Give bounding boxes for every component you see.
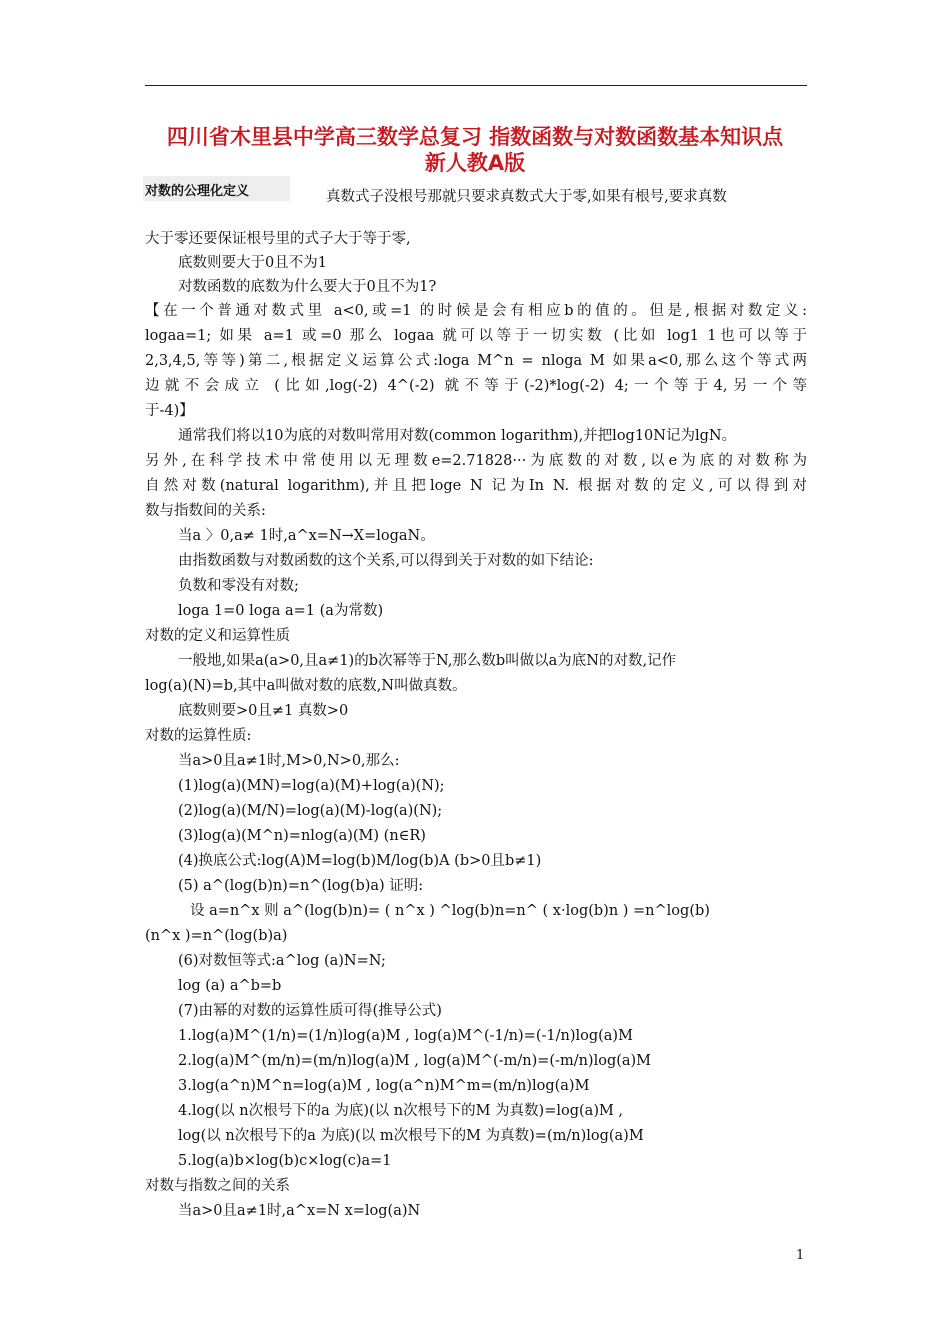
text-line: 负数和零没有对数; bbox=[178, 578, 299, 594]
text-line: (1)log(a)(MN)=log(a)(M)+log(a)(N); bbox=[178, 778, 445, 794]
text-line: log(以 n次根号下的a 为底)(以 m次根号下的M 为真数)=(m/n)log(a)M bbox=[178, 1128, 644, 1144]
text-line: 设 a=n^x 则 a^(log(b)n)= ( n^x ) ^log(b)n=n^ ( x·log(b)n ) =n^log(b) bbox=[190, 903, 710, 919]
text-line: (5) a^(log(b)n)=n^(log(b)a) 证明: bbox=[178, 878, 424, 894]
text-line: 大于零还要保证根号里的式子大于等于零, bbox=[145, 231, 411, 247]
text-line: 2.log(a)M^(m/n)=(m/n)log(a)M , log(a)M^(-m/n)=(-m/n)log(a)M bbox=[178, 1053, 652, 1069]
text-line: 数与指数间的关系: bbox=[145, 503, 266, 519]
text-line: 当a 〉0,a≠ 1时,a^x=N→X=logaN。 bbox=[178, 528, 435, 544]
text-line: 底数则要大于0且不为1 bbox=[178, 255, 327, 271]
text-line: 边就不会成立 (比如,log(-2) 4^(-2) 就不等于(-2)*log(-2) 4;一个等于4,另一个等 bbox=[145, 378, 807, 394]
page-number: 1 bbox=[796, 1248, 805, 1263]
text-line: 5.log(a)b×log(b)c×log(c)a=1 bbox=[178, 1153, 392, 1169]
text-line: log (a) a^b=b bbox=[178, 978, 282, 994]
text-line: 一般地,如果a(a>0,且a≠1)的b次幂等于N,那么数b叫做以a为底N的对数,记作 bbox=[178, 653, 677, 669]
text-line: 于-4)】 bbox=[145, 403, 194, 419]
text-line: 由指数函数与对数函数的这个关系,可以得到关于对数的如下结论: bbox=[178, 553, 594, 569]
text-line: loga 1=0 loga a=1 (a为常数) bbox=[178, 603, 384, 619]
header-rule bbox=[145, 85, 807, 86]
text-line: 对数函数的底数为什么要大于0且不为1? bbox=[178, 279, 437, 295]
text-line: 当a>0且a≠1时,a^x=N x=log(a)N bbox=[178, 1203, 421, 1219]
text-line: 对数的运算性质: bbox=[145, 728, 252, 744]
text-line: (4)换底公式:log(A)M=log(b)M/log(b)A (b>0且b≠1) bbox=[178, 853, 542, 869]
document-title-line2: 新人教A版 bbox=[424, 151, 526, 175]
text-line: 对数的定义和运算性质 bbox=[145, 628, 290, 644]
text-line: (3)log(a)(M^n)=nlog(a)(M) (n∈R) bbox=[178, 828, 426, 844]
text-line: (6)对数恒等式:a^log (a)N=N; bbox=[178, 953, 386, 969]
text-line: 3.log(a^n)M^n=log(a)M , log(a^n)M^m=(m/n)log(a)M bbox=[178, 1078, 590, 1094]
text-line: 【在一个普通对数式里 a<0,或=1 的时候是会有相应b的值的。但是,根据对数定义: bbox=[145, 303, 807, 319]
document-title: 四川省木里县中学高三数学总复习 指数函数与对数函数基本知识点 bbox=[166, 125, 784, 149]
text-line: log(a)(N)=b,其中a叫做对数的底数,N叫做真数。 bbox=[145, 678, 467, 694]
section-label: 对数的公理化定义 bbox=[145, 184, 250, 199]
text-line: 通常我们将以10为底的对数叫常用对数(common logarithm),并把log10N记为lgN。 bbox=[178, 428, 737, 444]
text-line: (7)由幂的对数的运算性质可得(推导公式) bbox=[178, 1003, 442, 1019]
text-line: (2)log(a)(M/N)=log(a)(M)-log(a)(N); bbox=[178, 803, 443, 819]
text-line: 真数式子没根号那就只要求真数式大于零,如果有根号,要求真数 bbox=[326, 189, 727, 205]
text-line: 另外,在科学技术中常使用以无理数e=2.71828···为底数的对数,以e为底的对数称为 bbox=[145, 453, 807, 469]
text-line: 4.log(以 n次根号下的a 为底)(以 n次根号下的M 为真数)=log(a)M , bbox=[178, 1103, 624, 1119]
text-line: 2,3,4,5,等等)第二,根据定义运算公式:loga M^n = nloga M 如果a<0,那么这个等式两 bbox=[145, 353, 807, 369]
text-line: logaa=1; 如果 a=1 或=0 那么 logaa 就可以等于一切实数 (比如 log1 1也可以等于 bbox=[145, 328, 807, 344]
text-line: 底数则要>0且≠1 真数>0 bbox=[178, 703, 349, 719]
text-line: 当a>0且a≠1时,M>0,N>0,那么: bbox=[178, 753, 400, 769]
text-line: 1.log(a)M^(1/n)=(1/n)log(a)M , log(a)M^(-1/n)=(-1/n)log(a)M bbox=[178, 1028, 633, 1044]
text-line: (n^x )=n^(log(b)a) bbox=[145, 928, 288, 944]
text-line: 自然对数(natural logarithm),并且把loge N 记为In N. 根据对数的定义,可以得到对 bbox=[145, 478, 807, 494]
text-line: 对数与指数之间的关系 bbox=[145, 1178, 290, 1194]
